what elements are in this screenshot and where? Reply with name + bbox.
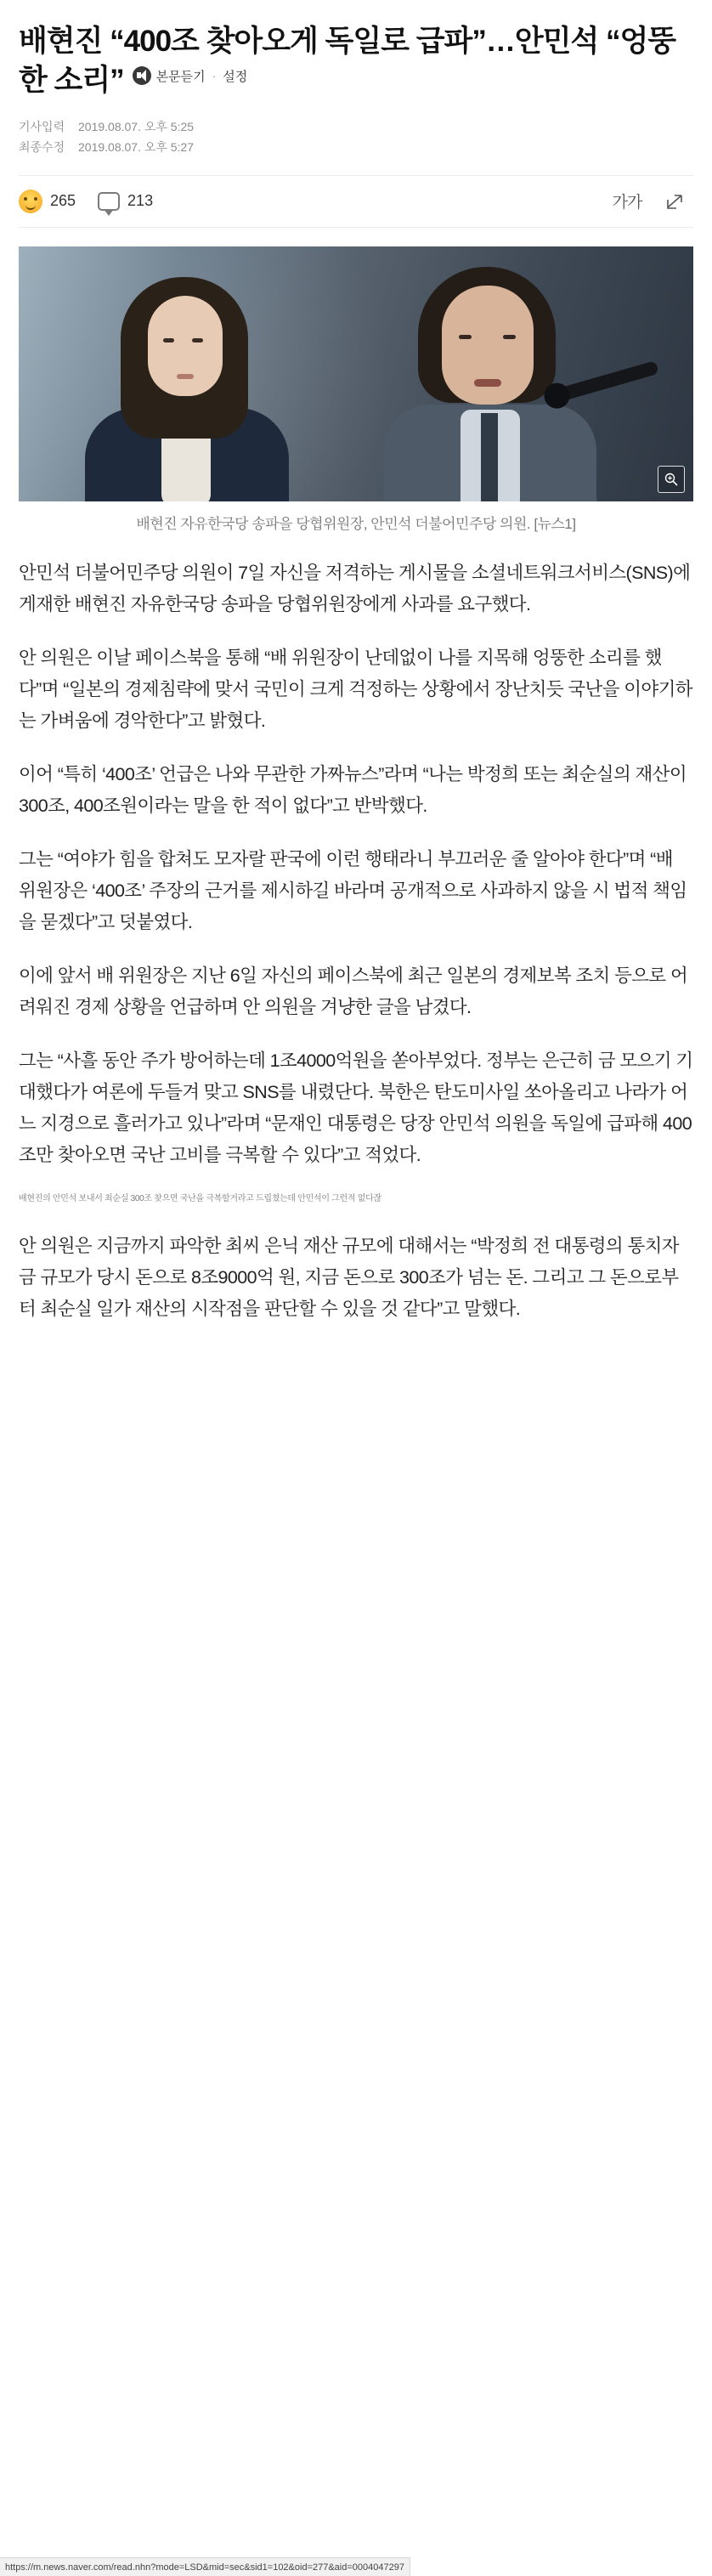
paragraph: 안 의원은 이날 페이스북을 통해 “배 위원장이 난데없이 나를 지목해 엉뚱한 소리를 했다”며 “일본의 경제침략에 맞서 국민이 크게 걱정하는 상황에서 장난치듯 국난을 이야기하는 가벼움에 경악한다”고 밝혔다.	[19, 648, 692, 732]
paragraph: 안 의원은 지금까지 파악한 최씨 은닉 재산 규모에 대해서는 “박정희 전 대통령의 통치자금 규모가 당시 돈으로 8조9000억 원, 지금 돈으로 300조가 넘는 돈. 그리고 그 돈으로부터 최순실 일가 재산의 시작점을 판단할 수 있을 것 같다”고 말했다.	[19, 1235, 679, 1319]
person-right-eye	[459, 335, 472, 339]
person-right-mouth	[474, 379, 501, 387]
updated-row	[19, 138, 693, 158]
photo-image	[19, 246, 693, 501]
share-button[interactable]	[656, 187, 693, 216]
status-bar-url: https://m.news.naver.com/read.nhn?mode=LSD&mid=sec&sid1=102&oid=277&aid=0004047297	[0, 2557, 410, 2576]
smile-emoji-icon[interactable]	[19, 190, 42, 213]
tool-group	[608, 187, 693, 216]
comment-count: 213	[127, 192, 154, 210]
article-photo[interactable]	[19, 246, 693, 501]
published-label: 기사입력	[19, 120, 65, 134]
person-left-eye	[192, 338, 203, 343]
paragraph: 이어 “특히 ‘400조’ 언급은 나와 무관한 가짜뉴스”라며 “나는 박정희 또는 최순실의 재산이 300조, 400조원이라는 말을 한 적이 없다”고 반박했다.	[19, 764, 687, 817]
person-right-face	[442, 286, 534, 405]
published-row	[19, 117, 693, 138]
updated-value: 2019.08.07. 오후 5:27	[78, 140, 195, 155]
photo-caption: 배현진 자유한국당 송파을 당협위원장, 안민석 더불어민주당 의원. [뉴스1]	[136, 515, 576, 532]
paragraph: 그는 “여야가 힘을 합쳐도 모자랄 판국에 이런 행태라니 부끄러운 줄 알아야 한다”며 “배 위원장은 ‘400조’ 주장의 근거를 제시하길 바라며 공개적으로 사과하지 않을 시 법적 책임을 묻겠다”고 덧붙였다.	[19, 849, 687, 933]
reaction-group	[19, 190, 153, 213]
separator-dot: ·	[212, 69, 217, 83]
microphone	[559, 360, 659, 401]
article-body-closing	[19, 1231, 693, 1325]
embed-snippet: 배현진의 안민석 보내서 최순실 300조 찾으면 국난을 극복할거라고 드립쳤는데 안민석이 그런적 없다잖	[19, 1193, 381, 1203]
reaction-count: 265	[50, 192, 76, 210]
settings-button[interactable]: 설정	[223, 69, 248, 84]
reaction-bar	[19, 175, 693, 228]
byline	[0, 117, 712, 158]
person-right-eye	[503, 335, 516, 339]
paragraph: 안민석 더불어민주당 의원이 7일 자신을 저격하는 게시물을 소셜네트워크서비스(SNS)에 게재한 배현진 자유한국당 송파을 당협위원장에게 사과를 요구했다.	[19, 563, 691, 615]
page-title: 배현진 “400조 찾아오게 독일로 급파”…안민석 “엉뚱한 소리”	[19, 25, 676, 98]
updated-label: 최종수정	[19, 140, 65, 155]
listen-controls[interactable]	[133, 66, 248, 85]
reaction-button[interactable]	[19, 190, 76, 213]
article-header	[0, 0, 712, 100]
paragraph: 이에 앞서 배 위원장은 지난 6일 자신의 페이스북에 최근 일본의 경제보복 조치 등으로 어려워진 경제 상황을 언급하며 안 의원을 겨냥한 글을 남겼다.	[19, 965, 688, 1017]
person-left-mouth	[177, 374, 194, 379]
comment-button[interactable]	[98, 192, 153, 211]
photo-zoom-icon[interactable]	[658, 466, 685, 493]
comment-icon[interactable]	[98, 192, 120, 211]
paragraph: 그는 “사흘 동안 주가 방어하는데 1조4000억원을 쏟아부었다. 정부는 은근히 금 모으기 기대했다가 여론에 두들겨 맞고 SNS를 내렸단다. 북한은 탄도미사일 쏘아올리고 나라가 어느 지경으로 흘러가고 있나”라며 “문재인 대통령은 당장 안민석 의원을 독일에 급파해 400조만 찾아오면 국난 고비를 극복할 수 있다”고 적었다.	[19, 1050, 693, 1165]
person-right-tie	[481, 413, 498, 501]
font-size-button[interactable]: 가가	[612, 194, 642, 212]
person-left-eye	[163, 338, 174, 343]
speaker-icon[interactable]	[133, 66, 151, 85]
person-left-face	[148, 296, 223, 396]
published-value: 2019.08.07. 오후 5:25	[78, 120, 195, 134]
share-icon[interactable]	[665, 192, 684, 211]
article-body	[19, 558, 693, 1171]
listen-label[interactable]: 본문듣기	[155, 69, 206, 84]
